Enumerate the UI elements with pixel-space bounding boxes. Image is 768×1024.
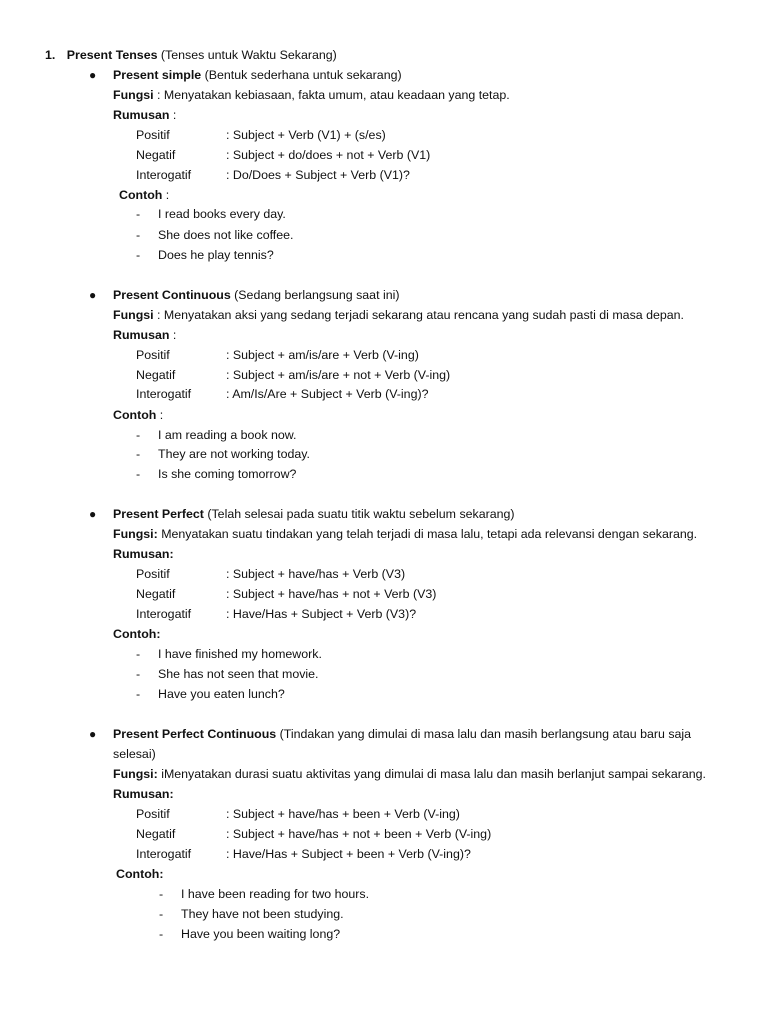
formula-label: Negatif — [136, 587, 176, 601]
example-item: She has not seen that movie. — [158, 667, 319, 681]
formula-value: : Subject + am/is/are + not + Verb (V-ing) — [226, 368, 451, 382]
contoh-suffix: : — [156, 408, 164, 422]
heading-title: Present Tenses — [66, 48, 158, 62]
example-item: They have not been studying. — [181, 907, 344, 921]
fungsi-text: iMenyatakan durasi suatu aktivitas yang dimulai di masa lalu dan masih berlanjut sampai sekarang. — [157, 767, 706, 781]
section-title — [113, 506, 515, 522]
section-name: Present Perfect Continuous — [113, 727, 277, 741]
formula-label: Positif — [136, 128, 170, 142]
fungsi-label: Fungsi: — [113, 767, 158, 781]
section-title — [113, 287, 399, 303]
dash-icon: - — [136, 228, 141, 242]
dash-icon: - — [136, 647, 141, 661]
dash-icon: - — [136, 248, 141, 262]
rumusan-label: Rumusan — [113, 108, 170, 122]
section-title — [113, 67, 402, 83]
fungsi-text: : Menyatakan aksi yang sedang terjadi sekarang atau rencana yang sudah pasti di masa depan. — [153, 308, 684, 322]
example-item: She does not like coffee. — [158, 228, 294, 242]
contoh-line — [119, 187, 169, 203]
contoh-line — [113, 407, 163, 423]
example-item: I have finished my homework. — [158, 647, 322, 661]
formula-label: Negatif — [136, 368, 176, 382]
example-item: They are not working today. — [158, 447, 310, 461]
formula-label: Interogatif — [136, 607, 192, 621]
formula-value: : Have/Has + Subject + Verb (V3)? — [226, 607, 417, 621]
example-item: I am reading a book now. — [158, 428, 297, 442]
fungsi-line — [113, 87, 510, 103]
formula-value: : Subject + have/has + been + Verb (V-ing) — [226, 807, 460, 821]
fungsi-label: Fungsi: — [113, 527, 158, 541]
section-desc: (Bentuk sederhana untuk sekarang) — [201, 68, 402, 82]
bullet-icon: ● — [89, 68, 97, 82]
bullet-icon: ● — [89, 727, 97, 741]
fungsi-line — [113, 307, 684, 323]
rumusan-label: Rumusan: — [113, 787, 174, 801]
rumusan-suffix: : — [169, 328, 177, 342]
dash-icon: - — [136, 667, 141, 681]
rumusan-line — [113, 786, 174, 802]
formula-label: Interogatif — [136, 387, 192, 401]
fungsi-label: Fungsi — [113, 88, 154, 102]
section-name: Present simple — [113, 68, 202, 82]
formula-value: : Subject + do/does + not + Verb (V1) — [226, 148, 431, 162]
contoh-line — [113, 626, 160, 642]
rumusan-line — [113, 546, 174, 562]
example-item: Have you been waiting long? — [181, 927, 341, 941]
rumusan-suffix: : — [169, 108, 177, 122]
formula-value: : Am/Is/Are + Subject + Verb (V-ing)? — [226, 387, 429, 401]
heading-line — [45, 47, 337, 63]
section-desc: (Telah selesai pada suatu titik waktu sebelum sekarang) — [203, 507, 515, 521]
formula-value: : Subject + have/has + not + Verb (V3) — [226, 587, 437, 601]
dash-icon: - — [136, 428, 141, 442]
bullet-icon: ● — [89, 507, 97, 521]
fungsi-line — [113, 526, 697, 542]
formula-value: : Do/Does + Subject + Verb (V1)? — [226, 168, 410, 182]
formula-label: Interogatif — [136, 847, 192, 861]
contoh-label: Contoh — [119, 188, 163, 202]
formula-label: Interogatif — [136, 168, 192, 182]
contoh-line — [116, 866, 163, 882]
dash-icon: - — [136, 207, 141, 221]
rumusan-line — [113, 107, 176, 123]
example-item: Does he play tennis? — [158, 248, 274, 262]
example-item: I have been reading for two hours. — [181, 887, 370, 901]
heading-number: 1. — [45, 48, 56, 62]
dash-icon: - — [159, 887, 164, 901]
example-item: Have you eaten lunch? — [158, 687, 285, 701]
formula-value: : Subject + have/has + Verb (V3) — [226, 567, 406, 581]
contoh-label: Contoh — [113, 408, 157, 422]
formula-label: Positif — [136, 807, 170, 821]
section-desc: (Sedang berlangsung saat ini) — [230, 288, 400, 302]
contoh-label: Contoh: — [116, 867, 164, 881]
formula-value: : Subject + am/is/are + Verb (V-ing) — [226, 348, 419, 362]
fungsi-label: Fungsi — [113, 308, 154, 322]
contoh-label: Contoh: — [113, 627, 161, 641]
dash-icon: - — [136, 687, 141, 701]
heading-subtitle: (Tenses untuk Waktu Sekarang) — [157, 48, 337, 62]
formula-value: : Subject + Verb (V1) + (s/es) — [226, 128, 386, 142]
dash-icon: - — [159, 907, 164, 921]
rumusan-line — [113, 327, 176, 343]
formula-value: : Have/Has + Subject + been + Verb (V-ing)? — [226, 847, 471, 861]
fungsi-line — [113, 766, 706, 782]
formula-label: Positif — [136, 348, 170, 362]
section-name: Present Continuous — [113, 288, 231, 302]
section-title — [113, 726, 691, 742]
rumusan-label: Rumusan: — [113, 547, 174, 561]
example-item: I read books every day. — [158, 207, 286, 221]
formula-label: Negatif — [136, 827, 176, 841]
dash-icon: - — [159, 927, 164, 941]
dash-icon: - — [136, 447, 141, 461]
formula-label: Negatif — [136, 148, 176, 162]
example-item: Is she coming tomorrow? — [158, 467, 297, 481]
dash-icon: - — [136, 467, 141, 481]
section-name: Present Perfect — [113, 507, 204, 521]
formula-label: Positif — [136, 567, 170, 581]
rumusan-label: Rumusan — [113, 328, 170, 342]
bullet-icon: ● — [89, 288, 97, 302]
fungsi-text: Menyatakan suatu tindakan yang telah terjadi di masa lalu, tetapi ada relevansi dengan sekarang. — [157, 527, 698, 541]
contoh-suffix: : — [162, 188, 170, 202]
fungsi-text: : Menyatakan kebiasaan, fakta umum, atau keadaan yang tetap. — [153, 88, 510, 102]
section-desc-continued: selesai) — [113, 747, 156, 761]
section-desc: (Tindakan yang dimulai di masa lalu dan masih berlangsung atau baru saja — [276, 727, 692, 741]
formula-value: : Subject + have/has + not + been + Verb (V-ing) — [226, 827, 492, 841]
